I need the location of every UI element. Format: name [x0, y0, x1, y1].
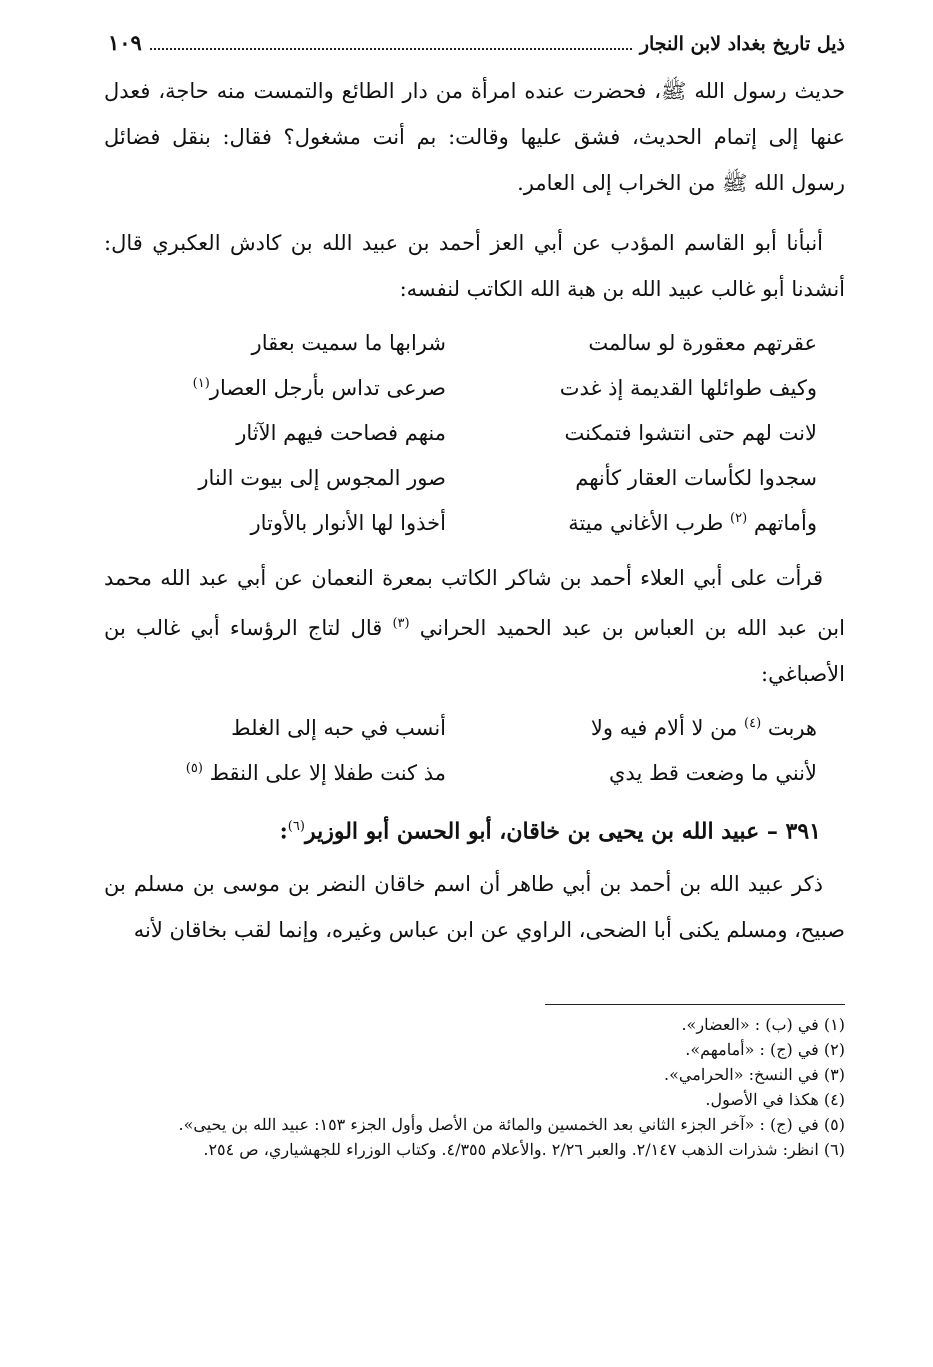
main-text — [104, 68, 845, 953]
footnote-marker: (٦) — [287, 819, 305, 834]
verse-line — [104, 455, 845, 500]
verse-text: طرب الأغاني ميتة — [568, 510, 724, 535]
footnote-1: (١) في (ب) : «العضار». — [681, 1015, 845, 1034]
paragraph-text: قال لتاج الرؤساء أبي غالب بن الأصباغي: — [104, 616, 845, 686]
verse-first-hemistich — [527, 716, 817, 740]
footnote-4: (٤) هكذا في الأصول. — [705, 1090, 845, 1109]
verse-second-hemistich — [156, 761, 446, 785]
verse-first-hemistich: وكيف طوائلها القديمة إذ غدت — [559, 375, 817, 400]
verse-second-hemistich: أخذوا لها الأنوار بالأوتار — [250, 510, 446, 535]
footnote-marker: (٤) — [744, 715, 762, 731]
verse-line — [104, 320, 845, 365]
verse-text: هربت — [767, 715, 817, 740]
footnote-6: (٦) انظر: شذرات الذهب ٢/١٤٧. والعبر ٢/٢٦ .والأعلام ٤/٣٥٥. وكتاب الوزراء للجهشياري، ص ٢٥٤. — [203, 1140, 845, 1159]
footnotes — [104, 1012, 845, 1162]
running-header — [108, 30, 845, 55]
footnote-5: (٥) في (ج) : «آخر الجزء الثاني بعد الخمسين والمائة من الأصل وأول الجزء ١٥٣: عبيد الله بن يحيى». — [178, 1115, 845, 1134]
verse-text: مذ كنت طفلا إلا على النقط — [209, 760, 446, 785]
header-title: ذيل تاريخ بغداد لابن النجار — [639, 33, 845, 55]
paragraph-isnad: أنبأنا أبو القاسم المؤدب عن أبي العز أحمد بن عبيد الله بن كادش العكبري قال: أنشدنا أبو غالب عبيد الله بن هبة الله الكاتب لنفسه: — [104, 231, 845, 301]
verse-second-hemistich — [156, 376, 446, 400]
footnote-2: (٢) في (ج) : «أمامهم». — [685, 1040, 845, 1059]
verse-first-hemistich: عقرتهم معقورة لو سالمت — [588, 330, 817, 355]
verse-line — [104, 500, 845, 545]
entry-number: ٣٩١ — [785, 818, 821, 845]
footnote-marker: (٣) — [392, 616, 410, 631]
entry-colon: : — [279, 818, 288, 845]
verse-second-hemistich: شرابها ما سميت بعقار — [251, 330, 446, 355]
verse-text: من لا ألام فيه ولا — [590, 715, 738, 740]
paragraph-text: قرأت على أبي العلاء أحمد بن شاكر الكاتب بمعرة النعمان عن أبي عبد الله محمد ابن عبد الله بن العباس بن عبد الحميد الحراني — [104, 566, 845, 640]
verse-line — [104, 705, 845, 750]
verse-first-hemistich: لأنني ما وضعت قط يدي — [608, 760, 817, 785]
paragraph-continuation: حديث رسول الله ﷺ، فحضرت عنده امرأة من دار الطائع والتمست منه حاجة، فعدل عنها إلى إتمام الحديث، فشق عليها وقالت: بم أنت مشغول؟ فقال: بنقل فضائل رسول الله ﷺ من الخراب إلى العامر. — [104, 79, 845, 195]
header-leader-dots — [150, 36, 632, 50]
entry-dash: – — [766, 818, 778, 845]
verse-line — [104, 365, 845, 410]
verse-first-hemistich: لانت لهم حتى انتشوا فتمكنت — [564, 420, 817, 445]
verse-second-hemistich: منهم فصاحت فيهم الآثار — [236, 420, 446, 445]
verse-text: وأماتهم — [753, 510, 817, 535]
footnote-marker: (٢) — [730, 510, 748, 526]
paragraph-reading — [104, 555, 845, 697]
page-number: ١٠٩ — [108, 30, 142, 55]
verse-first-hemistich — [527, 511, 817, 535]
poem-block-2 — [104, 705, 845, 795]
entry-title: عبيد الله بن يحيى بن خاقان، أبو الحسن أبو الوزير — [304, 818, 760, 845]
verse-second-hemistich: أنسب في حبه إلى الغلط — [231, 715, 446, 740]
verse-line — [104, 750, 845, 795]
verse-line — [104, 410, 845, 455]
verse-text: صرعى تداس بأرجل العصار — [209, 375, 446, 400]
footnote-3: (٣) في النسخ: «الحرامي». — [664, 1065, 845, 1084]
entry-heading — [104, 805, 845, 853]
verse-second-hemistich: صور المجوس إلى بيوت النار — [198, 465, 446, 490]
footnote-marker: (٥) — [185, 760, 203, 776]
paragraph-entry-body: ذكر عبيد الله بن أحمد بن أبي طاهر أن اسم خاقان النضر بن موسى بن مسلم بن صبيح، ومسلم يكنى أبا الضحى، الراوي عن ابن عباس وغيره، وإنما لقب بخاقان لأنه — [104, 872, 845, 943]
verse-first-hemistich: سجدوا لكأسات العقار كأنهم — [575, 465, 817, 490]
footnote-marker: (١) — [192, 375, 210, 391]
footnote-separator — [545, 1004, 845, 1005]
poem-block-1 — [104, 320, 845, 545]
